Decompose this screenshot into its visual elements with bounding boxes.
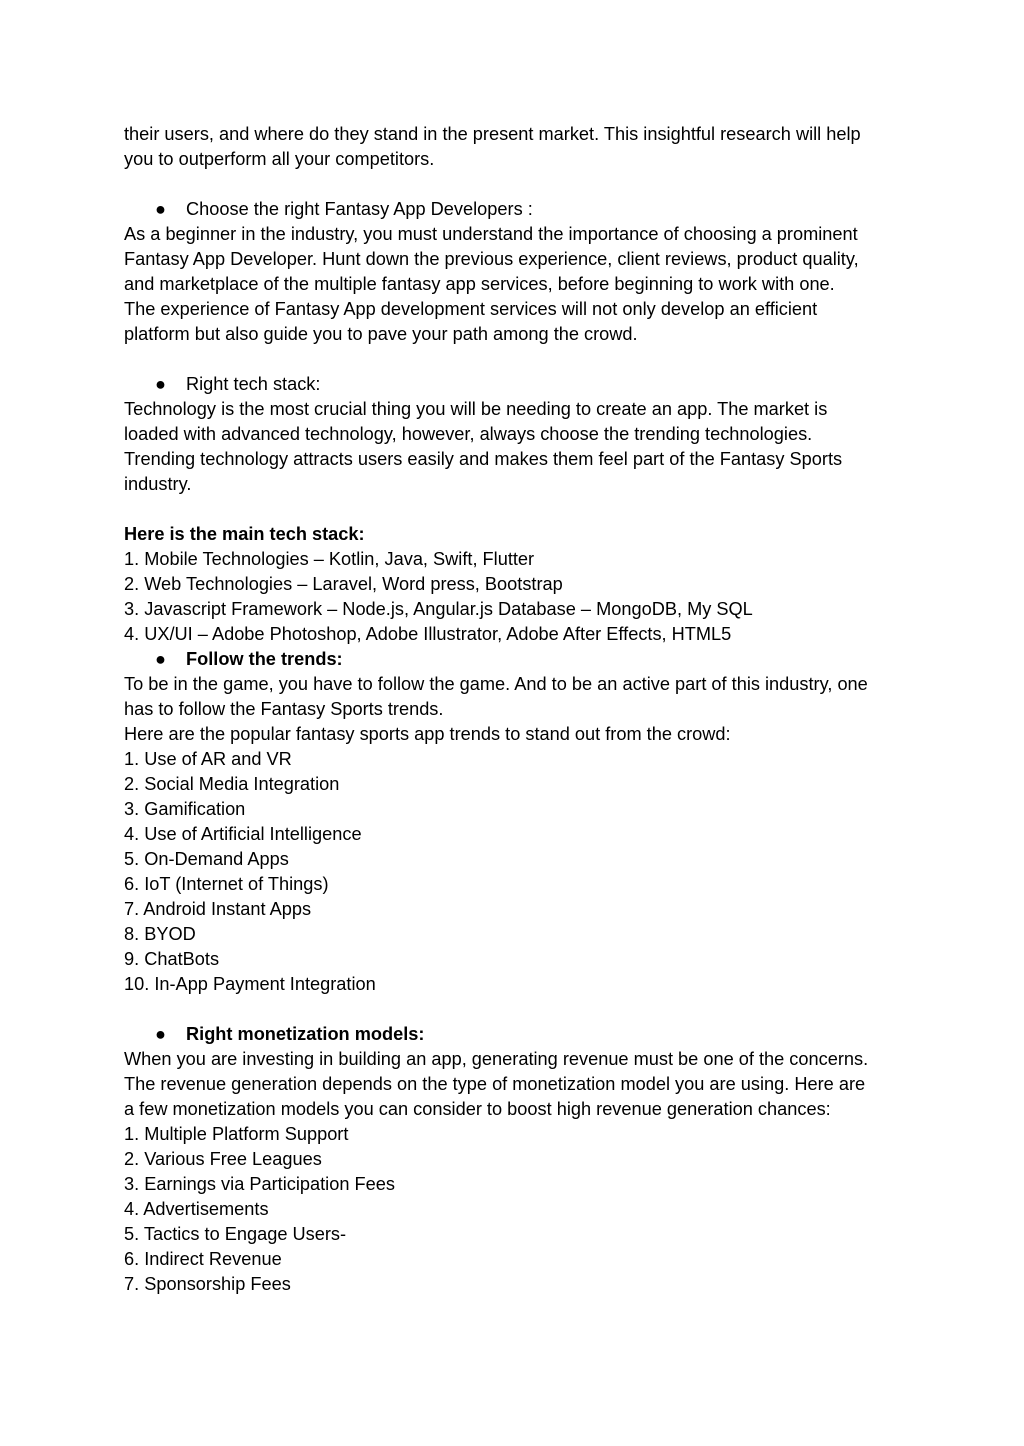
- monetization-item: 1. Multiple Platform Support: [124, 1124, 349, 1144]
- developers-line: platform but also guide you to pave your path among the crowd.: [124, 324, 638, 344]
- developers-heading: [124, 197, 914, 222]
- paragraph-spacer: [124, 497, 914, 522]
- bullet-icon: ●: [155, 374, 166, 394]
- monetization-heading-text: Right monetization models:: [186, 1024, 425, 1044]
- bullet-icon: ●: [155, 199, 166, 219]
- intro-line: you to outperform all your competitors.: [124, 149, 435, 169]
- developers-line: As a beginner in the industry, you must understand the importance of choosing a prominent: [124, 224, 858, 244]
- trend-item: 3. Gamification: [124, 799, 246, 819]
- trend-item: 9. ChatBots: [124, 949, 220, 969]
- tech-stack-heading-text: Right tech stack:: [186, 374, 321, 394]
- tech-stack-item: 4. UX/UI – Adobe Photoshop, Adobe Illustrator, Adobe After Effects, HTML5: [124, 624, 732, 644]
- trend-item: 8. BYOD: [124, 924, 196, 944]
- trend-item: 2. Social Media Integration: [124, 774, 340, 794]
- trends-line: Here are the popular fantasy sports app trends to stand out from the crowd:: [124, 724, 731, 744]
- tech-stack-line: Trending technology attracts users easily and makes them feel part of the Fantasy Sports: [124, 449, 843, 469]
- monetization-line: The revenue generation depends on the type of monetization model you are using. Here are: [124, 1074, 866, 1094]
- developers-line: The experience of Fantasy App development services will not only develop an efficient: [124, 299, 818, 319]
- trends-line: has to follow the Fantasy Sports trends.: [124, 699, 444, 719]
- paragraph-spacer: [124, 997, 914, 1022]
- trends-heading: [124, 647, 914, 672]
- trend-item: 6. IoT (Internet of Things): [124, 874, 329, 894]
- tech-stack-item: 3. Javascript Framework – Node.js, Angular.js Database – MongoDB, My SQL: [124, 599, 753, 619]
- monetization-item: 6. Indirect Revenue: [124, 1249, 282, 1269]
- monetization-item: 2. Various Free Leagues: [124, 1149, 322, 1169]
- monetization-item: 4. Advertisements: [124, 1199, 269, 1219]
- monetization-item: 3. Earnings via Participation Fees: [124, 1174, 395, 1194]
- monetization-heading: [124, 1022, 914, 1047]
- trend-item: 5. On-Demand Apps: [124, 849, 289, 869]
- trend-item: 1. Use of AR and VR: [124, 749, 292, 769]
- tech-stack-line: industry.: [124, 474, 192, 494]
- monetization-item: 7. Sponsorship Fees: [124, 1274, 291, 1294]
- developers-heading-text: Choose the right Fantasy App Developers :: [186, 199, 533, 219]
- trend-item: 7. Android Instant Apps: [124, 899, 312, 919]
- trends-heading-text: Follow the trends:: [186, 649, 343, 669]
- trend-item: 4. Use of Artificial Intelligence: [124, 824, 362, 844]
- tech-stack-item: 2. Web Technologies – Laravel, Word press, Bootstrap: [124, 574, 563, 594]
- monetization-item: 5. Tactics to Engage Users-: [124, 1224, 347, 1244]
- document-page: [124, 122, 914, 1297]
- monetization-line: When you are investing in building an app, generating revenue must be one of the concerns.: [124, 1049, 869, 1069]
- paragraph-spacer: [124, 172, 914, 197]
- trend-item: 10. In-App Payment Integration: [124, 974, 376, 994]
- developers-line: Fantasy App Developer. Hunt down the previous experience, client reviews, product quality,: [124, 249, 859, 269]
- developers-line: and marketplace of the multiple fantasy app services, before beginning to work with one.: [124, 274, 835, 294]
- trends-line: To be in the game, you have to follow the game. And to be an active part of this industry, one: [124, 674, 868, 694]
- tech-stack-heading: [124, 372, 914, 397]
- monetization-line: a few monetization models you can consider to boost high revenue generation chances:: [124, 1099, 831, 1119]
- tech-stack-item: 1. Mobile Technologies – Kotlin, Java, Swift, Flutter: [124, 549, 535, 569]
- bullet-icon: ●: [155, 1024, 166, 1044]
- paragraph-spacer: [124, 347, 914, 372]
- tech-stack-line: Technology is the most crucial thing you will be needing to create an app. The market is: [124, 399, 828, 419]
- intro-line: their users, and where do they stand in the present market. This insightful research will help: [124, 124, 861, 144]
- main-tech-stack-heading: Here is the main tech stack:: [124, 524, 365, 544]
- tech-stack-line: loaded with advanced technology, however, always choose the trending technologies.: [124, 424, 813, 444]
- bullet-icon: ●: [155, 649, 166, 669]
